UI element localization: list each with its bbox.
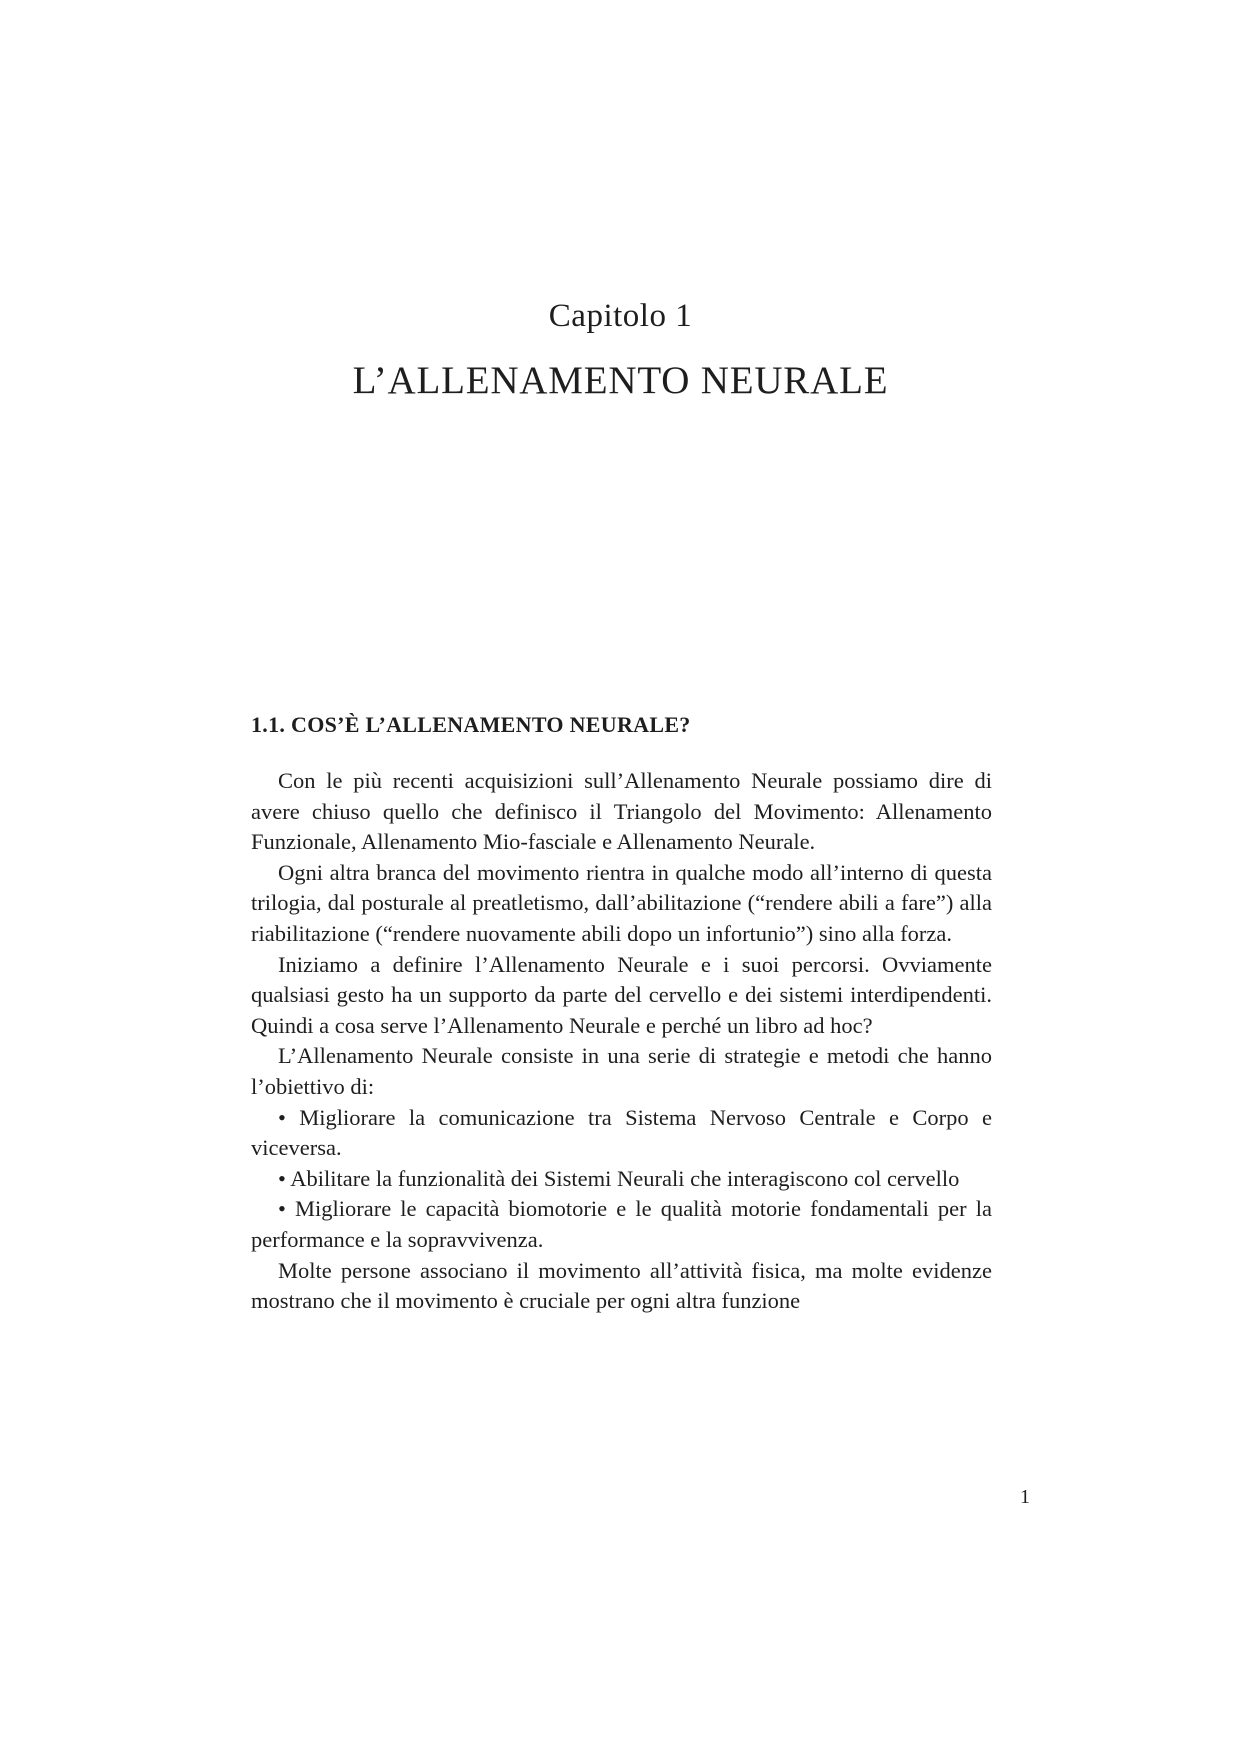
paragraph: Ogni altra branca del movimento rientra in qualche modo all’interno di questa trilogia, dal posturale al preatletismo, dall’abilitazione (“rendere abili a fare”) alla riabilitazione (“rendere nuovamente abili dopo un infortunio”) sino alla forza.: [251, 859, 992, 946]
paragraph: Molte persone associano il movimento all’attività fisica, ma molte evidenze mostrano che il movimento è cruciale per ogni altra funzione: [251, 1257, 992, 1314]
chapter-label: Capitolo 1: [548, 298, 693, 334]
paragraph: Con le più recenti acquisizioni sull’Allenamento Neurale possiamo dire di avere chiuso quello che definisco il Triangolo del Movimento: Allenamento Funzionale, Allenamento Mio-fasciale e Allenamento Neurale.: [251, 768, 992, 855]
body-text: [251, 766, 992, 1317]
paragraph: Iniziamo a definire l’Allenamento Neurale e i suoi percorsi. Ovviamente qualsiasi gesto ha un supporto da parte del cervello e dei sistemi interdipendenti. Quindi a cosa serve l’Allenamento Neurale e perché un libro ad hoc?: [251, 951, 992, 1038]
chapter-title: L’ALLENAMENTO NEURALE: [352, 359, 889, 402]
paragraph: L’Allenamento Neurale consiste in una serie di strategie e metodi che hanno l’obiettivo di:: [251, 1043, 992, 1099]
bullet-item: • Abilitare la funzionalità dei Sistemi Neurali che interagiscono col cervello: [278, 1165, 960, 1191]
bullet-item: • Migliorare le capacità biomotorie e le qualità motorie fondamentali per la performance e la sopravvivenza.: [251, 1196, 992, 1252]
page-number: 1: [1020, 1486, 1030, 1508]
bullet-item: • Migliorare la comunicazione tra Sistema Nervoso Centrale e Corpo e viceversa.: [251, 1104, 992, 1161]
section-heading: 1.1. COS’È L’ALLENAMENTO NEURALE?: [251, 712, 691, 737]
